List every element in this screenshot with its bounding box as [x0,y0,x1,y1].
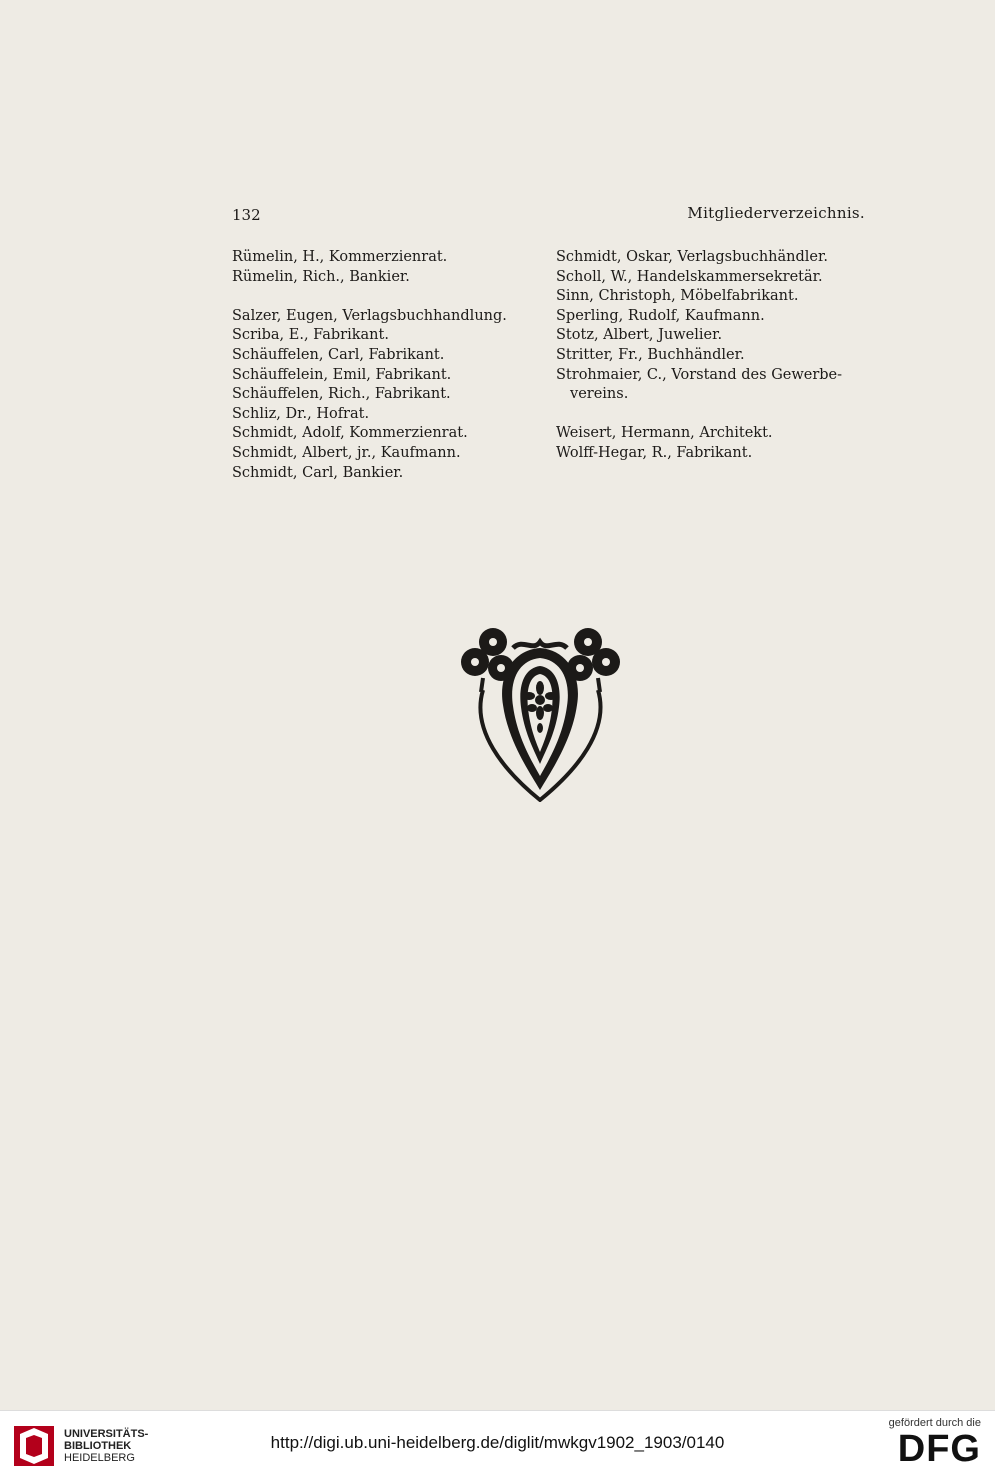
member-entry: Weisert, Hermann, Architekt. [556,425,773,442]
member-entry: Sinn, Christoph, Möbelfabrikant. [556,288,799,305]
member-entry: Strohmaier, C., Vorstand des Gewerbe- [556,366,843,383]
spacer [232,287,532,307]
member-entry: Salzer, Eugen, Verlagsbuchhandlung. [232,307,507,324]
library-name-line2: BIBLIOTHEK [64,1440,132,1452]
permalink-url[interactable]: http://digi.ub.uni-heidelberg.de/diglit/mwkgv1902_1903/0140 [270,1433,725,1452]
member-entry: Stritter, Fr., Buchhändler. [556,346,745,363]
member-entry: Rümelin, Rich., Bankier. [232,268,410,285]
member-entry: Wolff-Hegar, R., Fabrikant. [556,444,753,461]
member-entry: Schäuffelen, Rich., Fabrikant. [232,386,451,403]
member-entry-continuation: vereins. [570,386,629,403]
member-entry: Schmidt, Adolf, Kommerzienrat. [232,425,468,442]
spacer [556,405,866,425]
member-entry: Scholl, W., Handelskammersekretär. [556,268,823,285]
library-name-line3: HEIDELBERG [64,1452,135,1464]
member-list-left [232,248,532,483]
member-entry: Schmidt, Carl, Bankier. [232,464,404,481]
member-entry: Schäuffelein, Emil, Fabrikant. [232,366,452,383]
member-list-right [556,248,866,464]
page-number: 132 [232,206,261,224]
member-entry: Scriba, E., Fabrikant. [232,327,389,344]
member-entry: Rümelin, H., Kommerzienrat. [232,249,448,265]
member-entry: Schmidt, Albert, jr., Kaufmann. [232,444,461,461]
library-name-line1: UNIVERSITÄTS- [64,1428,149,1440]
digitization-footer [0,1410,995,1480]
member-entry: Schliz, Dr., Hofrat. [232,405,370,422]
member-entry: Sperling, Rudolf, Kaufmann. [556,307,765,324]
member-entry: Schäuffelen, Carl, Fabrikant. [232,346,445,363]
floral-heart-ornament-icon [453,620,628,802]
member-entry: Stotz, Albert, Juwelier. [556,327,723,344]
funder-logo[interactable] [889,1417,981,1469]
funding-label: gefördert durch die [888,1417,981,1429]
member-entry: Schmidt, Oskar, Verlagsbuchhändler. [556,249,828,265]
dfg-wordmark: DFG [897,1428,981,1470]
running-title: Mitgliederverzeichnis. [687,204,865,222]
